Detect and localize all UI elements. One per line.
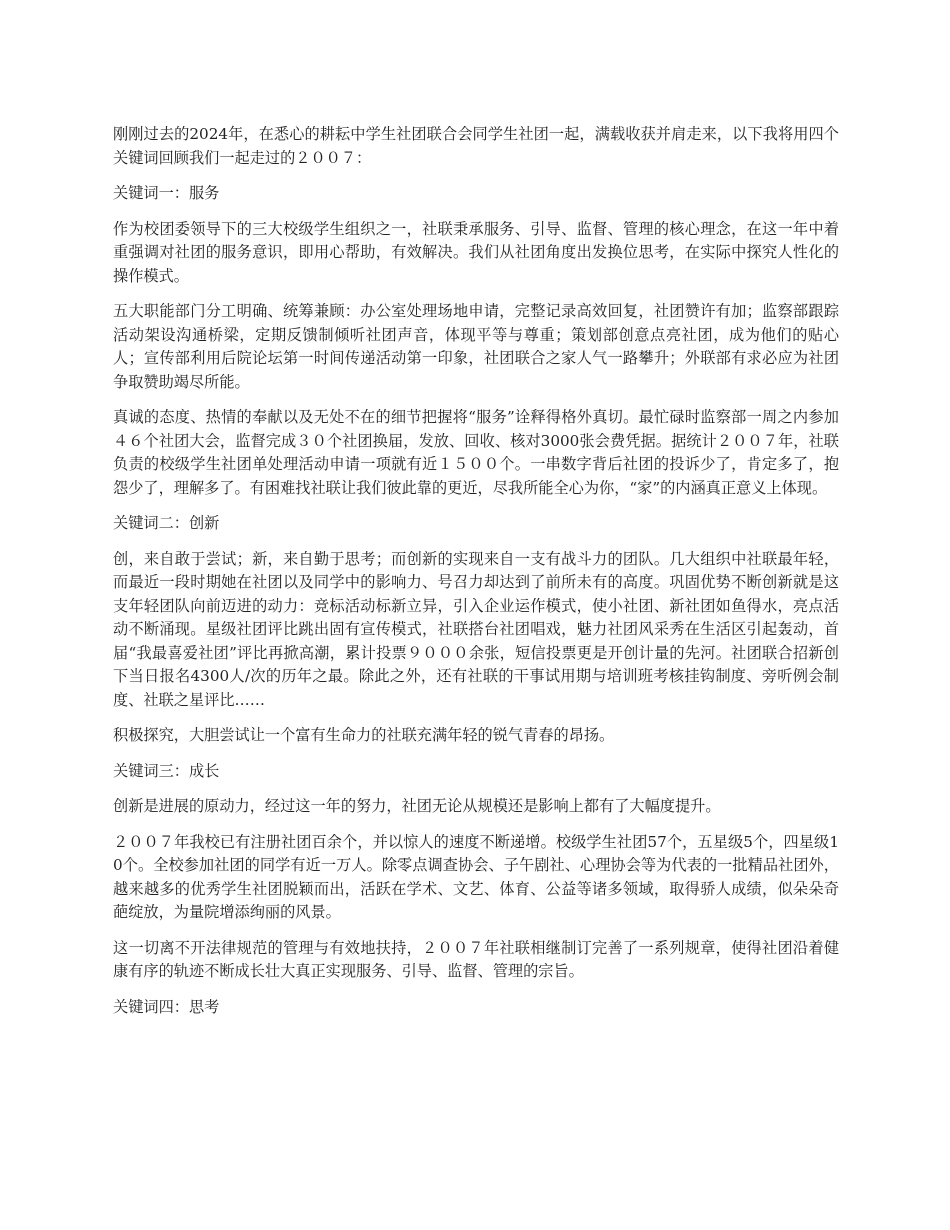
growth-paragraph-3: 这一切离不开法律规范的管理与有效地扶持，２００７年社联相继制订完善了一系列规章，使得社团沿着健康有序的轨迹不断成长壮大真正实现服务、引导、监督、管理的宗旨。 <box>113 938 839 980</box>
keyword-4-heading: 关键词四：思考 <box>113 997 220 1016</box>
innovation-paragraph-2: 积极探究，大胆尝试让一个富有生命力的社联充满年轻的锐气青春的昂扬。 <box>113 726 615 744</box>
service-paragraph-3: 真诚的态度、热情的奉献以及无处不在的细节把握将“服务”诠释得格外真切。最忙碌时监察部一周之内参加４６个社团大会，监督完成３０个社团换届，发放、回收、核对3000张会费凭据。据统计２００７年，社联负责的校级学生社团单处理活动申请一项就有近１５００个。一串数字背后社团的投诉少了，肯定多了，抱怨少了，理解多了。有困难找社联让我们彼此靠的更近，尽我所能全心为你，“家”的内涵真正意义上体现。 <box>113 408 839 497</box>
keyword-2-heading: 关键词二：创新 <box>113 514 220 532</box>
service-paragraph-1: 作为校团委领导下的三大校级学生组织之一，社联秉承服务、引导、监督、管理的核心理念，在这一年中着重强调对社团的服务意识，即用心帮助，有效解决。我们从社团角度出发换位思考，在实际中探究人性化的操作模式。 <box>113 219 839 285</box>
service-paragraph-2: 五大职能部门分工明确、统筹兼顾：办公室处理场地申请，完整记录高效回复，社团赞许有加；监察部跟踪活动架设沟通桥梁，定期反馈制倾听社团声音，体现平等与尊重；策划部创意点亮社团，成为他们的贴心人；宣传部利用后院论坛第一时间传递活动第一印象，社团联合之家人气一路攀升；外联部有求必应为社团争取赞助竭尽所能。 <box>113 302 839 391</box>
keyword-1-heading: 关键词一：服务 <box>113 184 220 202</box>
growth-paragraph-1: 创新是进展的原动力，经过这一年的努力，社团无论从规模还是影响上都有了大幅度提升。 <box>113 797 721 815</box>
innovation-paragraph-1: 创，来自敢于尝试；新，来自勤于思考；而创新的实现来自一支有战斗力的团队。几大组织中社联最年轻，而最近一段时期她在社团以及同学中的影响力、号召力却达到了前所未有的高度。巩固优势不断创新就是这支年轻团队向前迈进的动力：竞标活动标新立异，引入企业运作模式，使小社团、新社团如鱼得水，亮点活动不断涌现。星级社团评比跳出固有宣传模式，社联搭台社团唱戏，魅力社团风采秀在生活区引起轰动，首届“我最喜爱社团”评比再掀高潮，累计投票９０００余张，短信投票更是开创计量的先河。社团联合招新创下当日报名4300人/次的历年之最。除此之外，还有社联的干事试用期与培训班考核挂钩制度、旁听例会制度、社联之星评比…… <box>113 549 839 709</box>
document-body <box>113 123 839 1031</box>
growth-paragraph-2: ２００７年我校已有注册社团百余个，并以惊人的速度不断递增。校级学生社团57个，五星级5个，四星级10个。全校参加社团的同学有近一万人。除零点调查协会、子午剧社、心理协会等为代表的一批精品社团外，越来越多的优秀学生社团脱颖而出，活跃在学术、文艺、体育、公益等诸多领域，取得骄人成绩，似朵朵奇葩绽放，为量院增添绚丽的风景。 <box>113 832 839 921</box>
keyword-3-heading: 关键词三：成长 <box>113 761 220 780</box>
intro-paragraph: 刚刚过去的2024年，在悉心的耕耘中学生社团联合会同学生社团一起，满载收获并肩走来，以下我将用四个关键词回顾我们一起走过的２００７： <box>113 125 839 167</box>
